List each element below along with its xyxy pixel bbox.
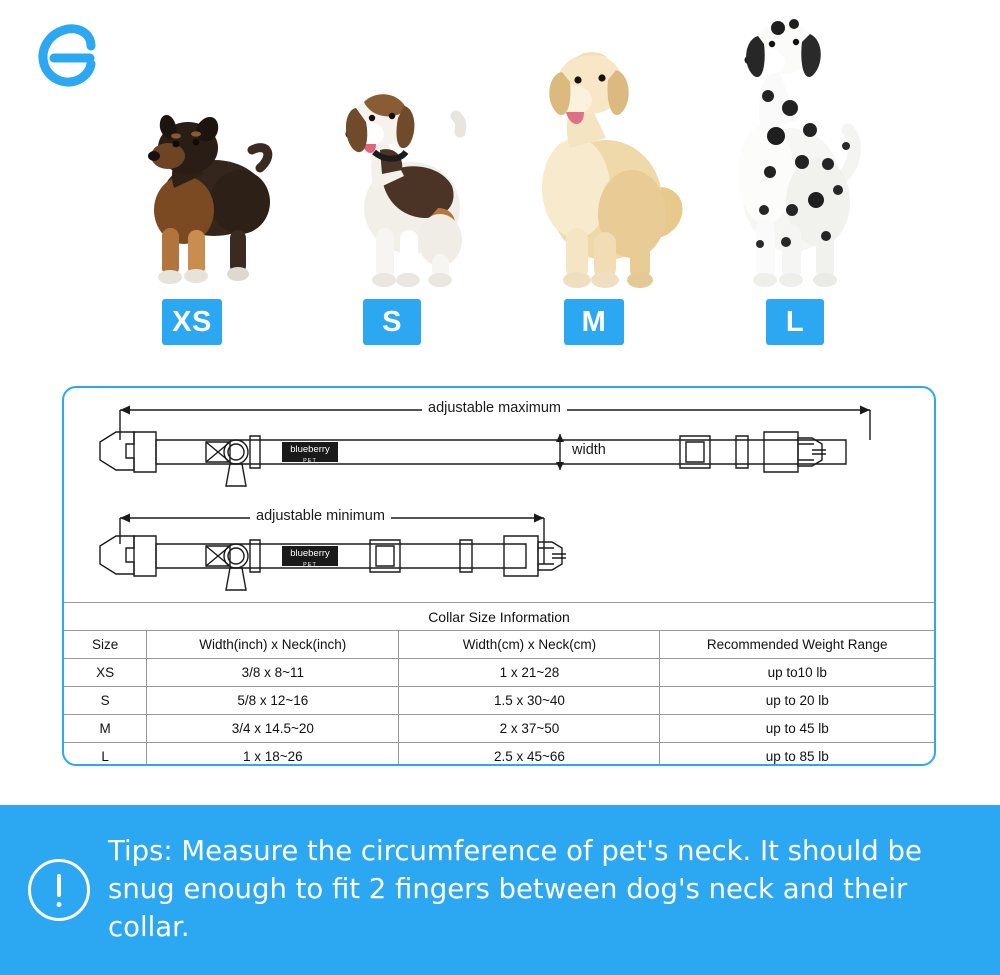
dog-image-s <box>320 58 486 290</box>
table-header-row <box>64 631 934 659</box>
collar-brand-tag-sub: PET <box>303 457 317 464</box>
cell-size: L <box>64 743 147 767</box>
cell-size: S <box>64 687 147 715</box>
table-row <box>64 743 934 767</box>
table-row <box>64 659 934 687</box>
tips-banner <box>0 805 1000 975</box>
exclamation-circle-icon <box>28 859 90 921</box>
cell-weight: up to 20 lb <box>660 687 934 715</box>
collar-size-table <box>64 602 934 766</box>
size-badge-l <box>766 299 824 345</box>
table-header-cm: Width(cm) x Neck(cm) <box>399 631 660 659</box>
size-badge-xs <box>162 299 222 345</box>
dog-image-m <box>514 28 686 290</box>
dog-image-xs <box>132 90 282 290</box>
cell-cm: 2 x 37~50 <box>399 715 660 743</box>
dog-image-l <box>706 4 866 290</box>
cell-inch: 5/8 x 12~16 <box>147 687 399 715</box>
collar-diagram <box>64 388 934 602</box>
table-row <box>64 687 934 715</box>
size-badge-s-label: S <box>382 306 402 338</box>
cell-cm: 2.5 x 45~66 <box>399 743 660 767</box>
table-header-size: Size <box>64 631 147 659</box>
cell-cm: 1 x 21~28 <box>399 659 660 687</box>
cell-weight: up to10 lb <box>660 659 934 687</box>
size-badge-m <box>564 299 624 345</box>
collar-size-panel <box>62 386 936 766</box>
table-row <box>64 715 934 743</box>
cell-weight: up to 45 lb <box>660 715 934 743</box>
collar-brand-tag-text: blueberry <box>290 444 330 455</box>
collar-brand-tag <box>286 445 334 464</box>
collar-brand-tag-2-sub: PET <box>303 561 317 568</box>
collar-brand-tag-2 <box>286 549 334 568</box>
collar-brand-tag-2-text: blueberry <box>290 548 330 559</box>
size-badge-m-label: M <box>581 306 607 338</box>
cell-weight: up to 85 lb <box>660 743 934 767</box>
table-header-weight: Recommended Weight Range <box>660 631 934 659</box>
adjustable-minimum-label: adjustable minimum <box>250 508 391 524</box>
cell-size: M <box>64 715 147 743</box>
width-label: width <box>566 442 612 458</box>
cell-inch: 3/8 x 8~11 <box>147 659 399 687</box>
table-title: Collar Size Information <box>64 603 934 631</box>
cell-cm: 1.5 x 30~40 <box>399 687 660 715</box>
size-badge-xs-label: XS <box>172 306 212 338</box>
table-title-row <box>64 603 934 631</box>
size-table-wrap <box>64 602 934 766</box>
dog-illustrations <box>0 0 1000 290</box>
size-badge-s <box>363 299 421 345</box>
size-badge-l-label: L <box>785 306 805 338</box>
table-header-inch: Width(inch) x Neck(inch) <box>147 631 399 659</box>
adjustable-maximum-label: adjustable maximum <box>422 400 567 416</box>
cell-size: XS <box>64 659 147 687</box>
tips-text: Tips: Measure the circumference of pet's neck. It should be snug enough to fit 2 fingers between dog's neck and their collar. <box>108 835 922 943</box>
cell-inch: 1 x 18~26 <box>147 743 399 767</box>
cell-inch: 3/4 x 14.5~20 <box>147 715 399 743</box>
